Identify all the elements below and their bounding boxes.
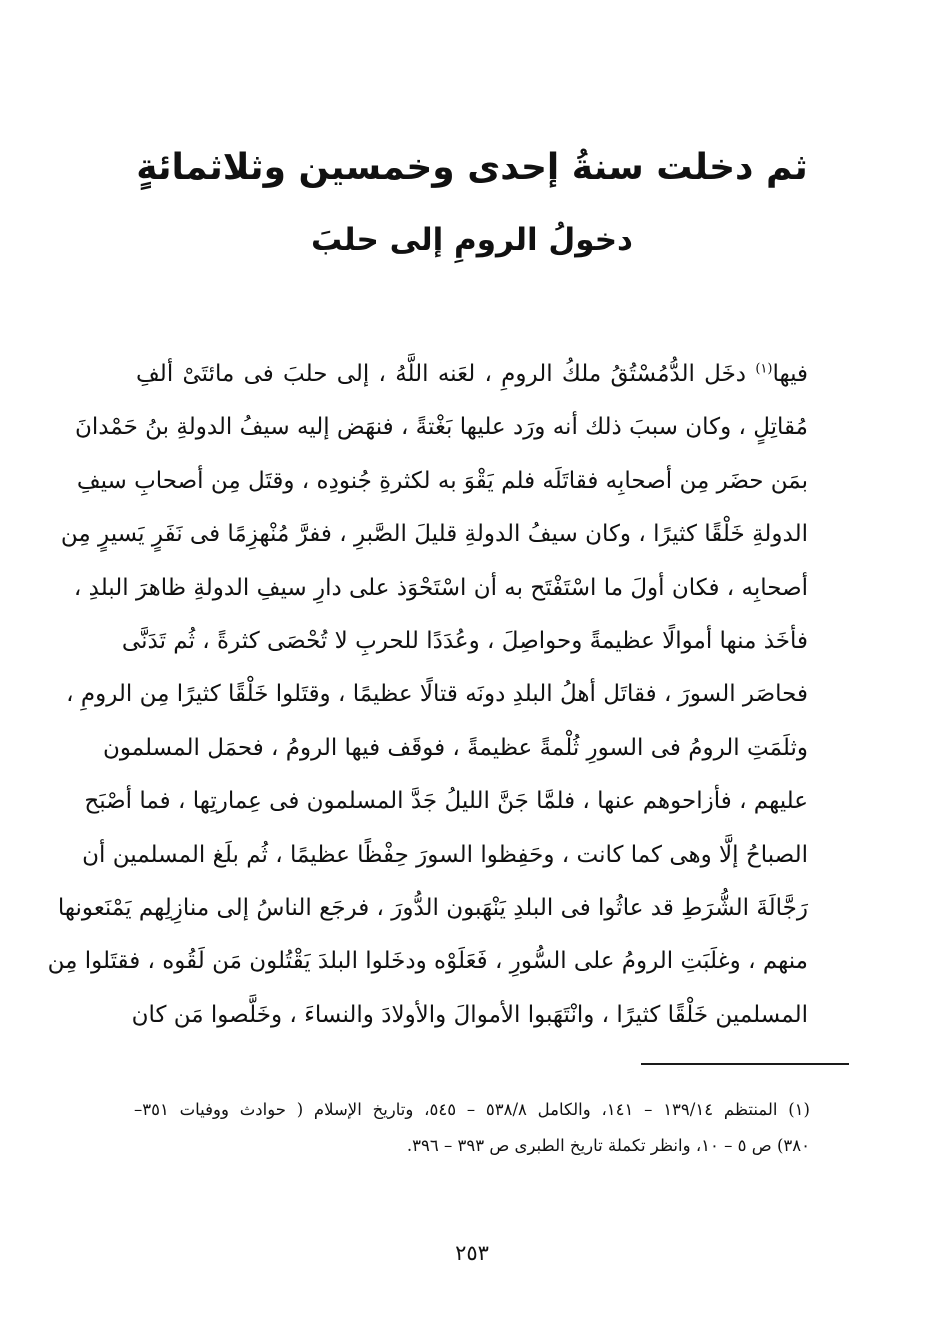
section-subtitle: دخولُ الرومِ إلى حلبَ (311, 222, 633, 258)
chapter-title: ثم دخلت سنةُ إحدى وخمسين وثلاثمائةٍ (136, 147, 808, 188)
text-line: عليهم ، فأزاحوهم عنها ، فلمَّا جَنَّ الليلُ جَدَّ المسلمون فى عِمارتِها ، فما أصْبَح (84, 788, 808, 815)
text-line: الصباحُ إلَّا وهى كما كانت ، وحَفِظوا السورَ حِفْظًا عظيمًا ، ثُم بلَغ المسلمين أن (82, 841, 808, 868)
footnotes (134, 1092, 810, 1164)
footnote-line: (١) المنتظم ١٣٩/١٤ – ١٤١، والكامل ٥٣٨/٨ – ٥٤٥، وتاريخ الإسلام ( حوادث ووفيات ٣٥١– (134, 1100, 810, 1119)
first-word: فيها (772, 361, 808, 387)
text-line: بمَن حضَر مِن أصحابِه فقاتَلَه فلم يَقْوَ به لكثرةِ جُنودِه ، وقتَل مِن أصحابِ سيفِ (76, 467, 808, 494)
footnote-divider (641, 1063, 849, 1065)
page-number: ٢٥٣ (455, 1241, 489, 1265)
text-line: رَجَّالَةَ الشُّرَطِ قد عاثُوا فى البلدِ يَنْهَبون الدُّورَ ، فرجَع الناسُ إلى منازِلِهم يَمْنَعونها (57, 894, 808, 921)
text-line: فحاصَر السورَ ، فقاتَل أهلُ البلدِ دونَه قتالًا عظيمًا ، وقتَلوا خَلْقًا كثيرًا مِن الرومِ ، (66, 681, 808, 708)
text-line: المسلمين خَلْقًا كثيرًا ، وانْتَهَبوا الأموالَ والأولادَ والنساءَ ، وخَلَّصوا مَن كان (131, 1001, 808, 1028)
text-line: مُقاتِلٍ ، وكان سببَ ذلك أنه ورَد عليها بَغْتةً ، فنهَض إليه سيفُ الدولةِ بنُ حَمْدانَ (74, 414, 808, 441)
text-line (136, 348, 808, 401)
text-line: فأخَذ منها أموالًا عظيمةً وحواصِلَ ، وعُدَدًا للحربِ لا تُحْصَى كثرةً ، ثُم تَدَنَّى (121, 627, 808, 654)
footnote-line: ٣٨٠) ص ٥ – ١٠، وانظر تكملة تاريخ الطبرى ص ٣٩٣ – ٣٩٦. (406, 1136, 810, 1155)
main-text (47, 348, 808, 1042)
text-line: منهم ، وغلَبَتِ الرومُ على السُّورِ ، فَعَلَوْه ودخَلوا البلدَ يَقْتُلون مَن لَقُوه ، فقتَلوا مِن (47, 948, 808, 975)
text-line: أصحابِه ، فكان أولَ ما اسْتَفْتَح به أن اسْتَحْوَذ على دارِ سيفِ الدولةِ ظاهرَ البلدِ ، (73, 574, 808, 601)
text-line: وثلَمَتِ الرومُ فى السورِ ثُلْمةً عظيمةً ، فوقَف فيها الرومُ ، فحمَل المسلمون (102, 734, 808, 761)
footnote-reference[interactable]: (١) (755, 361, 773, 377)
first-line-rest: دخَل الدُّمُسْتُقُ ملكُ الرومِ ، لعَنه اللَّهُ ، إلى حلبَ فى مائتَىْ ألفِ (136, 361, 756, 387)
text-line: الدولةِ خَلْقًا كثيرًا ، وكان سيفُ الدولةِ قليلَ الصَّبرِ ، ففرَّ مُنْهزِمًا فى نَفَرٍ يَسيرٍ مِن (60, 521, 808, 548)
